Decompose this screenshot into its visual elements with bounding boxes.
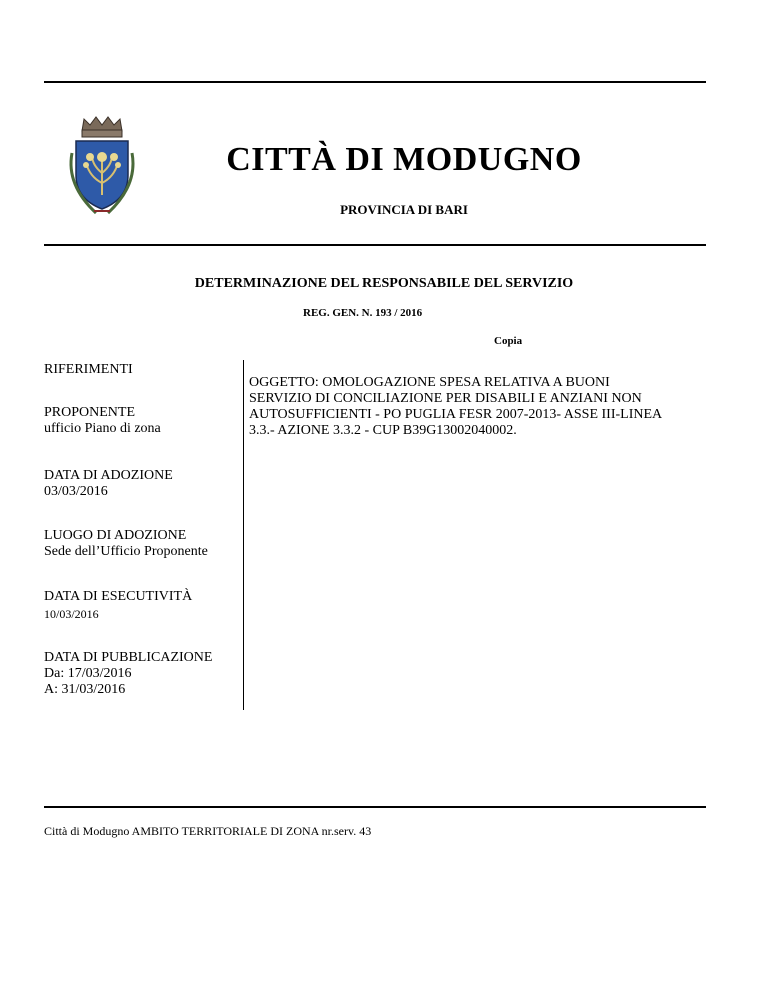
document-type: DETERMINAZIONE DEL RESPONSABILE DEL SERVIZIO	[194, 276, 574, 291]
data-esecutivita-label: DATA DI ESECUTIVITÀ	[44, 589, 193, 604]
data-esecutivita-value: 10/03/2016	[44, 607, 99, 621]
column-divider	[243, 360, 244, 710]
copy-label: Copia	[494, 335, 523, 347]
luogo-adozione-label: LUOGO DI ADOZIONE	[44, 528, 187, 543]
registry-number: REG. GEN. N. 193 / 2016	[303, 307, 423, 319]
oggetto-line: SERVIZIO DI CONCILIAZIONE PER DISABILI E ANZIANI NON	[249, 391, 642, 406]
proponente-label: PROPONENTE	[44, 405, 136, 420]
oggetto-line: AUTOSUFFICIENTI - PO PUGLIA FESR 2007-2013- ASSE III-LINEA	[249, 407, 663, 422]
province-name: PROVINCIA DI BARI	[340, 202, 468, 217]
luogo-adozione-value: Sede dell’Ufficio Proponente	[44, 544, 208, 559]
footer-rule	[44, 806, 706, 808]
city-name: CITTÀ DI MODUGNO	[226, 141, 582, 178]
data-adozione-label: DATA DI ADOZIONE	[44, 468, 173, 483]
footer-text: Città di Modugno AMBITO TERRITORIALE DI ZONA nr.serv. 43	[44, 824, 372, 838]
pubblicazione-da: Da: 17/03/2016	[44, 666, 132, 681]
oggetto-line: 3.3.- AZIONE 3.3.2 - CUP B39G13002040002.	[249, 423, 517, 438]
proponente-value: ufficio Piano di zona	[44, 421, 161, 436]
oggetto-line: OGGETTO: OMOLOGAZIONE SPESA RELATIVA A BUONI	[249, 375, 610, 390]
header-rule	[44, 244, 706, 246]
pubblicazione-a: A: 31/03/2016	[44, 682, 126, 697]
top-rule	[44, 81, 706, 83]
data-pubblicazione-label: DATA DI PUBBLICAZIONE	[44, 650, 213, 665]
oggetto-text	[249, 375, 689, 439]
data-adozione-value: 03/03/2016	[44, 484, 108, 499]
riferimenti-label: RIFERIMENTI	[44, 362, 133, 377]
